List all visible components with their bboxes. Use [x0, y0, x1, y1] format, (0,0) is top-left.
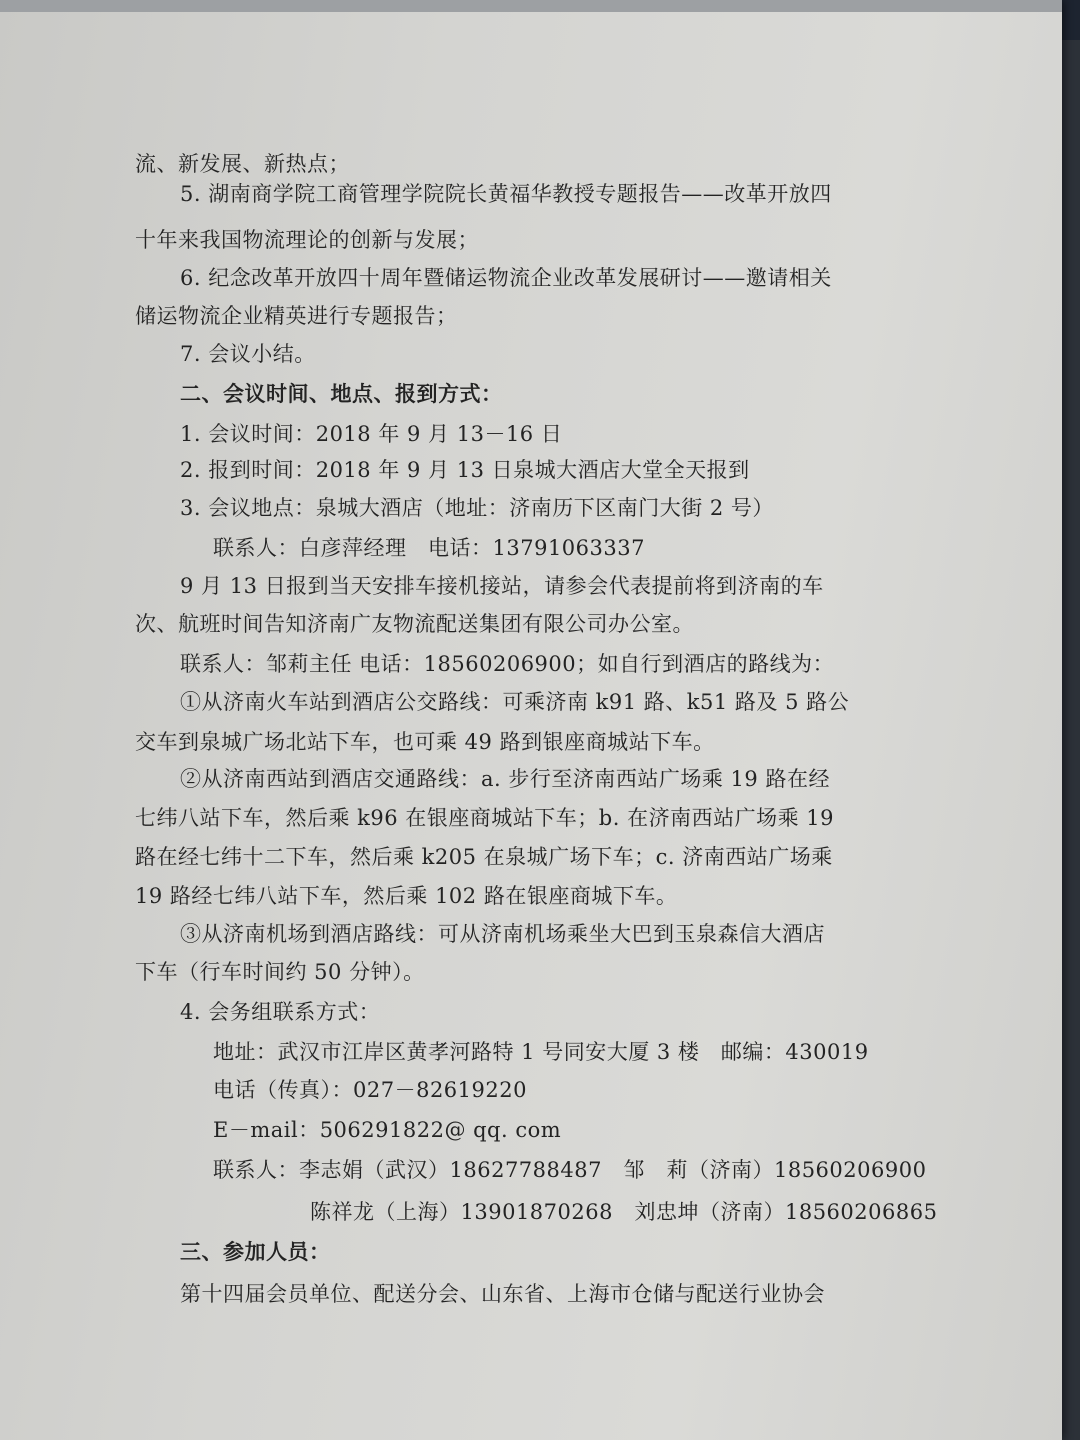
text-line: ③从济南机场到酒店路线：可从济南机场乘坐大巴到玉泉森信大酒店 [180, 922, 825, 946]
text-line: 电话（传真）：027－82619220 [213, 1078, 527, 1102]
text-line: 联系人：李志娟（武汉）18627788487 邹 莉（济南）18560206900 [213, 1158, 927, 1182]
text-line: 下车（行车时间约 50 分钟）。 [135, 960, 425, 984]
text-line: 联系人：邹莉主任 电话：18560206900；如自行到酒店的路线为： [180, 652, 835, 676]
text-line: 2. 报到时间：2018 年 9 月 13 日泉城大酒店大堂全天报到 [180, 458, 750, 482]
text-line: 七纬八站下车，然后乘 k96 在银座商城站下车；b. 在济南西站广场乘 19 [135, 806, 834, 830]
text-line: 5. 湖南商学院工商管理学院院长黄福华教授专题报告——改革开放四 [180, 182, 832, 206]
text-line: 次、航班时间告知济南广友物流配送集团有限公司办公室。 [135, 612, 694, 636]
text-line: 路在经七纬十二下车，然后乘 k205 在泉城广场下车；c. 济南西站广场乘 [135, 845, 833, 869]
text-line: 联系人：白彦萍经理 电话：13791063337 [213, 536, 645, 560]
text-line: 流、新发展、新热点； [135, 152, 350, 176]
text-line: 4. 会务组联系方式： [180, 1000, 381, 1024]
text-line: E－mail：506291822@ qq. com [213, 1118, 562, 1142]
text-line: 储运物流企业精英进行专题报告； [135, 304, 458, 328]
text-line: 9 月 13 日报到当天安排车接机接站，请参会代表提前将到济南的车 [180, 574, 824, 598]
text-line: 3. 会议地点：泉城大酒店（地址：济南历下区南门大街 2 号） [180, 496, 774, 520]
section-heading: 三、参加人员： [180, 1240, 331, 1264]
text-line: 1. 会议时间：2018 年 9 月 13－16 日 [180, 422, 563, 446]
text-line: 7. 会议小结。 [180, 342, 316, 366]
page-top-edge [0, 0, 1062, 12]
text-line: 19 路经七纬八站下车，然后乘 102 路在银座商城下车。 [135, 884, 678, 908]
text-line: 交车到泉城广场北站下车，也可乘 49 路到银座商城站下车。 [135, 730, 715, 754]
text-line: 地址：武汉市江岸区黄孝河路特 1 号同安大厦 3 楼 邮编：430019 [213, 1040, 869, 1064]
text-line: 陈祥龙（上海）13901870268 刘忠坤（济南）18560206865 [310, 1200, 938, 1224]
text-line: 第十四届会员单位、配送分会、山东省、上海市仓储与配送行业协会 [180, 1282, 825, 1306]
text-line: 十年来我国物流理论的创新与发展； [135, 228, 479, 252]
text-line: 6. 纪念改革开放四十周年暨储运物流企业改革发展研讨——邀请相关 [180, 266, 832, 290]
text-line: ①从济南火车站到酒店公交路线：可乘济南 k91 路、k51 路及 5 路公 [180, 690, 850, 714]
section-heading: 二、会议时间、地点、报到方式： [180, 382, 503, 406]
text-line: ②从济南西站到酒店交通路线：a. 步行至济南西站广场乘 19 路在经 [180, 767, 830, 791]
